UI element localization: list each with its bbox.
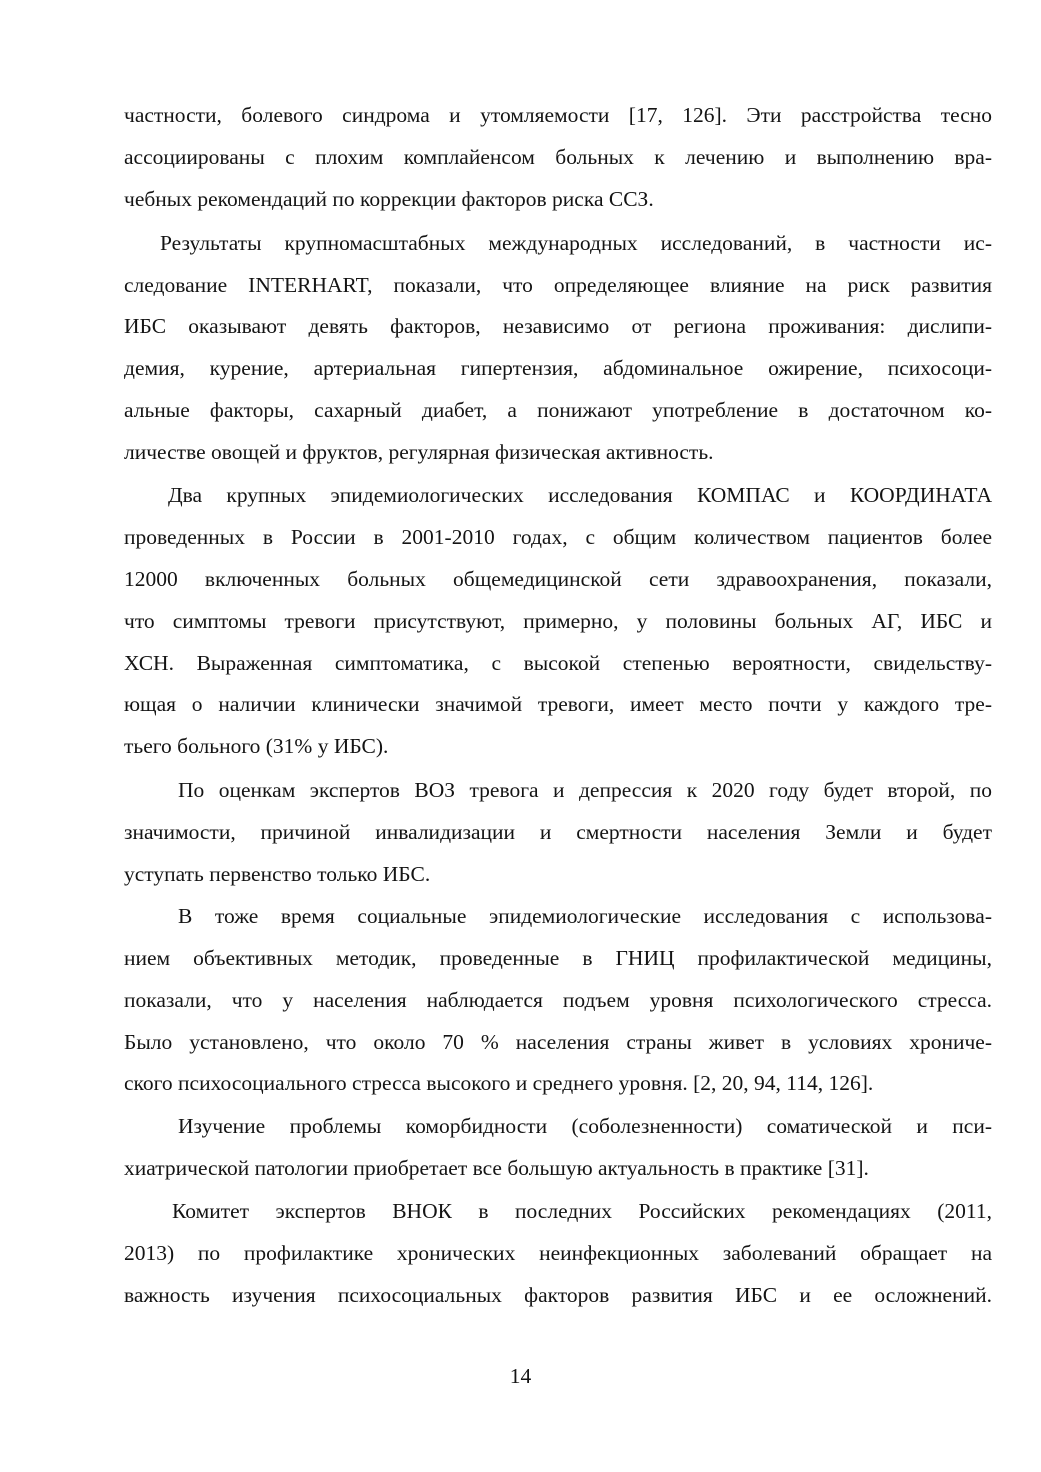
paragraph — [124, 223, 992, 474]
text-line: Было установлено, что около 70 % населения страны живет в условиях хрониче- — [124, 1029, 992, 1054]
text-line: альные факторы, сахарный диабет, а понижают употребление в достаточном ко- — [124, 398, 992, 423]
text-line: чебных рекомендаций по коррекции факторов риска ССЗ. — [124, 186, 654, 211]
text-line: демия, курение, артериальная гипертензия, абдоминальное ожирение, психосоци- — [124, 356, 992, 381]
body-text — [124, 95, 992, 1317]
text-line: ХСН. Выраженная симптоматика, с высокой степенью вероятности, свидельству- — [124, 650, 992, 675]
text-line: проведенных в России в 2001-2010 годах, с общим количеством пациентов более — [124, 524, 992, 549]
text-line: Результаты крупномасштабных международных исследований, в частности ис- — [160, 230, 992, 255]
text-line: важность изучения психосоциальных факторов развития ИБС и ее осложнений. — [124, 1282, 992, 1307]
text-line: ИБС оказывают девять факторов, независимо от региона проживания: дислипи- — [124, 314, 992, 339]
text-line: хиатрической патологии приобретает все большую актуальность в практике [31]. — [124, 1156, 869, 1181]
text-line: Два крупных эпидемиологических исследования КОМПАС и КООРДИНАТА — [168, 483, 992, 508]
text-line: тьего больного (31% у ИБС). — [124, 734, 389, 759]
text-line: показали, что у населения наблюдается подъем уровня психологического стресса. — [124, 987, 992, 1012]
text-line: следование INTERHART, показали, что определяющее влияние на риск развития — [124, 272, 992, 297]
text-line: ющая о наличии клинически значимой тревоги, имеет место почти у каждого тре- — [124, 692, 992, 717]
text-line: значимости, причиной инвалидизации и смертности населения Земли и будет — [124, 820, 992, 845]
paragraph — [124, 896, 992, 1105]
text-line: 12000 включенных больных общемедицинской сети здравоохранения, показали, — [124, 566, 992, 591]
paragraph — [124, 1191, 992, 1317]
text-line: нием объективных методик, проведенные в ГНИЦ профилактической медицины, — [124, 945, 992, 970]
text-line: Изучение проблемы коморбидности (соболезненности) соматической и пси- — [178, 1114, 992, 1139]
text-line: что симптомы тревоги присутствуют, примерно, у половины больных АГ, ИБС и — [124, 608, 992, 633]
text-line: ского психосоциального стресса высокого и среднего уровня. [2, 20, 94, 114, 126]. — [124, 1071, 874, 1096]
text-line: В тоже время социальные эпидемиологические исследования с использова- — [178, 903, 992, 928]
text-line: Комитет экспертов ВНОК в последних Российских рекомендациях (2011, — [172, 1199, 992, 1224]
paragraph — [124, 1106, 992, 1190]
text-line: личестве овощей и фруктов, регулярная физическая активность. — [124, 440, 714, 465]
text-line: ассоциированы с плохим комплайенсом больных к лечению и выполнению вра- — [124, 144, 992, 169]
text-line: уступать первенство только ИБС. — [124, 862, 431, 887]
paragraph — [124, 770, 992, 896]
text-line: частности, болевого синдрома и утомляемости [17, 126]. Эти расстройства тесно — [124, 103, 992, 127]
page-number: 14 — [509, 1364, 532, 1388]
paragraph — [124, 475, 992, 768]
text-line: 2013) по профилактике хронических неинфекционных заболеваний обращает на — [124, 1241, 992, 1266]
paragraph — [124, 95, 992, 221]
text-line: По оценкам экспертов ВОЗ тревога и депрессия к 2020 году будет второй, по — [178, 778, 992, 803]
